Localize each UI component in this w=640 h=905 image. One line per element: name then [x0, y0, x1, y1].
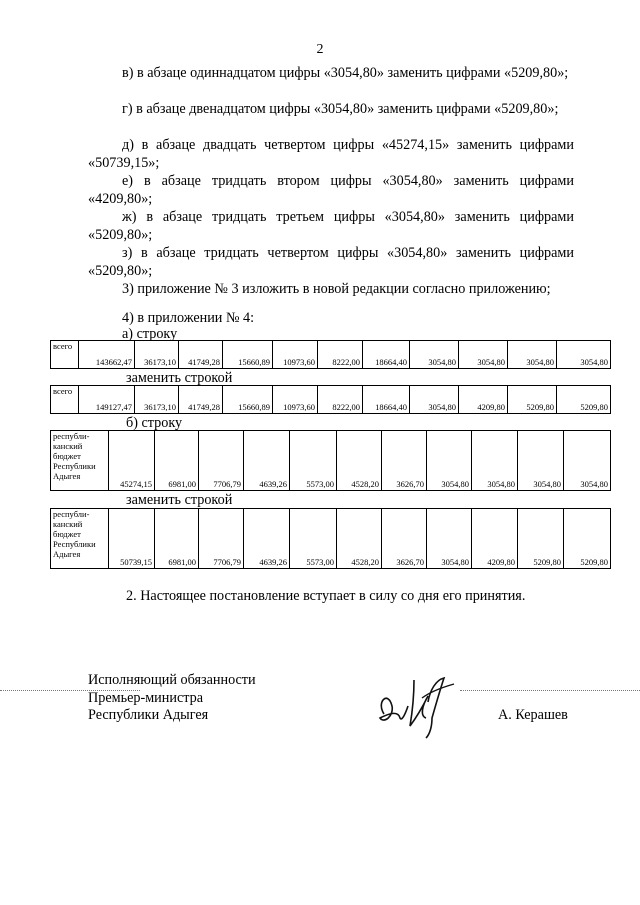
handwritten-signature [370, 662, 460, 742]
amendment-item-zh: ж) в абзаце тридцать третьем цифры «3054,80» заменить цифрами «5209,80»; [88, 209, 574, 244]
cell: 8222,00 [318, 341, 363, 369]
cell: 18664,40 [363, 386, 410, 414]
cell: 3626,70 [382, 431, 427, 491]
cell: 5573,00 [290, 509, 337, 569]
amendment-item-e: е) в абзаце тридцать втором цифры «3054,80» заменить цифрами «4209,80»; [88, 173, 574, 208]
cell: 5209,80 [518, 509, 564, 569]
cell: 6981,00 [155, 431, 199, 491]
row-label: республи-канский бюджет Республики Адыгея [51, 509, 109, 569]
cell: 5209,80 [564, 509, 611, 569]
cell: 7706,79 [199, 431, 244, 491]
cell: 5209,80 [508, 386, 557, 414]
cell: 3054,80 [508, 341, 557, 369]
table-row-b-new [50, 508, 611, 569]
cell: 4639,26 [244, 431, 290, 491]
amendment-item-d: д) в абзаце двадцать четвертом цифры «45274,15» заменить цифрами «50739,15»; [88, 137, 574, 172]
cell: 18664,40 [363, 341, 410, 369]
cell: 36173,10 [135, 386, 179, 414]
cell: 4639,26 [244, 509, 290, 569]
page-number: 2 [316, 42, 324, 57]
table-row-a-old [50, 340, 611, 369]
signatory-title-3: Республики Адыгея [88, 707, 209, 723]
row-label: всего [51, 341, 79, 369]
table-row-b-old [50, 430, 611, 491]
cell: 3054,80 [427, 431, 472, 491]
cell: 3626,70 [382, 509, 427, 569]
cell: 3054,80 [410, 341, 459, 369]
signatory-title-2: Премьер-министра [88, 689, 204, 706]
amendment-item-4: 4) в приложении № 4: [122, 310, 255, 326]
signatory-block [88, 672, 256, 725]
cell: 3054,80 [518, 431, 564, 491]
cell: 8222,00 [318, 386, 363, 414]
cell: 7706,79 [199, 509, 244, 569]
cell: 10973,60 [273, 341, 318, 369]
caption-replace-1: заменить строкой [126, 370, 233, 386]
caption-row-b: б) строку [126, 415, 183, 431]
cell: 4209,80 [472, 509, 518, 569]
signatory-name: А. Керашев [498, 707, 568, 723]
cell: 41749,28 [179, 386, 223, 414]
cell: 45274,15 [109, 431, 155, 491]
cell: 10973,60 [273, 386, 318, 414]
closing-paragraph: 2. Настоящее постановление вступает в силу со дня его принятия. [126, 588, 526, 604]
cell: 149127,47 [79, 386, 135, 414]
cell: 143662,47 [79, 341, 135, 369]
cell: 50739,15 [109, 509, 155, 569]
cell: 5573,00 [290, 431, 337, 491]
caption-row-a: а) строку [122, 326, 178, 342]
cell: 6981,00 [155, 509, 199, 569]
signatory-title-1: Исполняющий обязанности [88, 672, 256, 688]
cell: 5209,80 [557, 386, 611, 414]
cell: 4209,80 [459, 386, 508, 414]
cell: 3054,80 [427, 509, 472, 569]
amendment-item-v: в) в абзаце одиннадцатом цифры «3054,80» заменить цифрами «5209,80»; [122, 65, 569, 81]
amendment-item-z: з) в абзаце тридцать четвертом цифры «3054,80» заменить цифрами «5209,80»; [88, 245, 574, 280]
cell: 3054,80 [564, 431, 611, 491]
cell: 15660,89 [223, 341, 273, 369]
amendment-item-3: 3) приложение № 3 изложить в новой редакции согласно приложению; [122, 281, 551, 297]
row-label: всего [51, 386, 79, 414]
scan-rule-right [460, 690, 640, 691]
cell: 36173,10 [135, 341, 179, 369]
cell: 3054,80 [410, 386, 459, 414]
caption-replace-2: заменить строкой [126, 492, 233, 508]
cell: 4528,20 [337, 509, 382, 569]
row-label: республи-канский бюджет Республики Адыгея [51, 431, 109, 491]
amendment-item-g: г) в абзаце двенадцатом цифры «3054,80» заменить цифрами «5209,80»; [122, 101, 559, 117]
cell: 15660,89 [223, 386, 273, 414]
cell: 3054,80 [557, 341, 611, 369]
cell: 4528,20 [337, 431, 382, 491]
cell: 3054,80 [472, 431, 518, 491]
table-row-a-new [50, 385, 611, 414]
cell: 3054,80 [459, 341, 508, 369]
cell: 41749,28 [179, 341, 223, 369]
